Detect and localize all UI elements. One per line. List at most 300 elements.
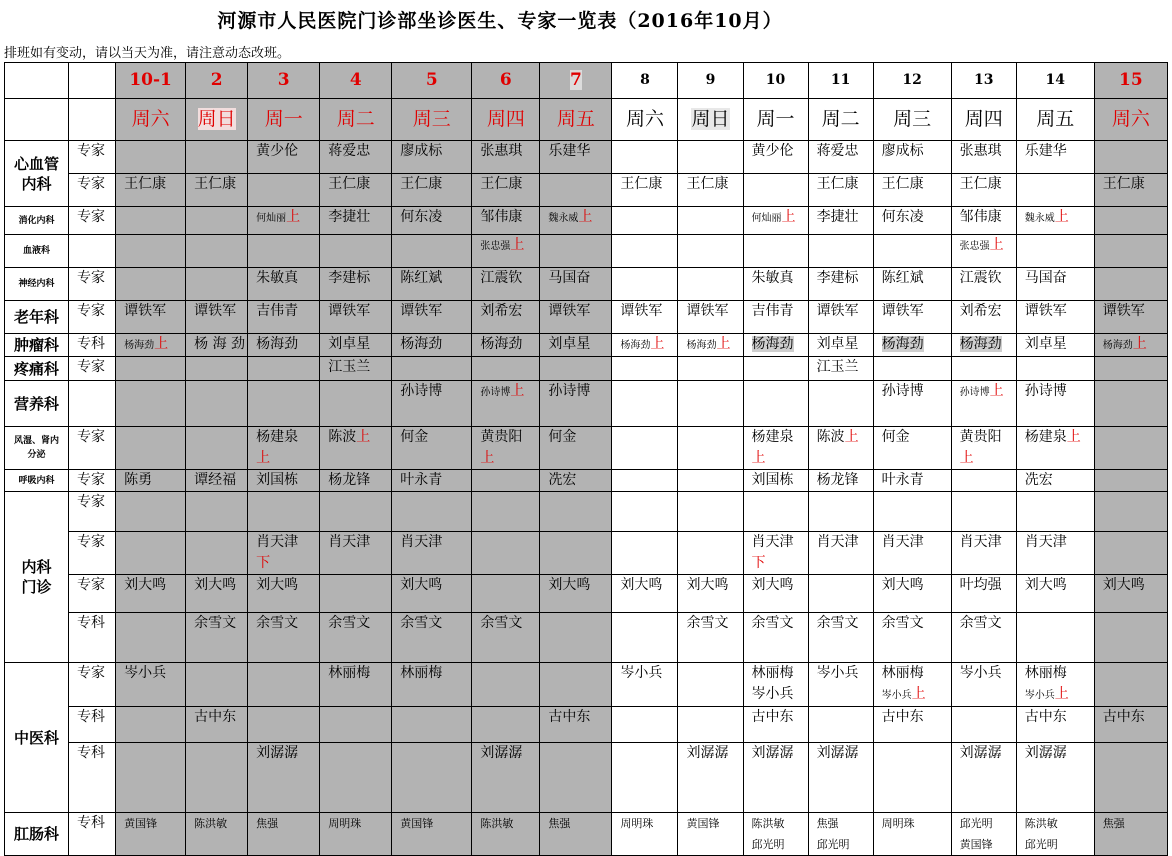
schedule-cell xyxy=(540,268,612,301)
doctor-type-cell: 专家 xyxy=(69,301,116,334)
schedule-cell xyxy=(186,174,248,207)
schedule-cell xyxy=(873,381,951,427)
schedule-cell xyxy=(743,743,808,813)
department-name: 呼吸内科 xyxy=(18,475,55,486)
doctor-name: 邹伟康 xyxy=(959,209,1002,225)
doctor-name: 古中东 xyxy=(881,709,924,725)
weekday-label: 周日 xyxy=(197,108,236,130)
schedule-cell xyxy=(248,492,320,532)
schedule-cell xyxy=(186,301,248,334)
doctor-name: 陈红斌 xyxy=(881,270,924,286)
shift-mark: 上 xyxy=(911,686,926,702)
schedule-cell xyxy=(1094,575,1167,613)
schedule-cell xyxy=(248,334,320,357)
shift-mark: 上 xyxy=(844,429,859,445)
schedule-cell xyxy=(873,663,951,707)
doctor-type-cell: 专家 xyxy=(69,268,116,301)
doctor-name: 江震钦 xyxy=(959,270,1002,286)
doctor-name: 江玉兰 xyxy=(816,359,859,375)
schedule-cell xyxy=(248,663,320,707)
weekday-header-row xyxy=(5,99,1168,141)
department-cell xyxy=(5,427,69,470)
schedule-cell xyxy=(743,381,808,427)
schedule-cell xyxy=(1094,235,1167,268)
schedule-cell xyxy=(472,381,540,427)
doctor-name: 王仁康 xyxy=(400,176,443,192)
weekday-header xyxy=(612,99,678,141)
shift-mark: 上 xyxy=(578,209,593,225)
schedule-cell xyxy=(743,707,808,743)
schedule-cell xyxy=(678,334,743,357)
doctor-name: 马国奋 xyxy=(548,270,591,286)
schedule-cell xyxy=(472,575,540,613)
schedule-cell xyxy=(392,707,472,743)
schedule-cell xyxy=(873,743,951,813)
doctor-name: 刘希宏 xyxy=(480,303,523,319)
schedule-cell xyxy=(1016,613,1094,663)
doctor-name: 刘国栋 xyxy=(751,472,794,488)
weekday-header xyxy=(116,99,186,141)
schedule-cell xyxy=(472,707,540,743)
doctor-name: 岑小兵 xyxy=(751,686,794,702)
doctor-name: 孙诗博 xyxy=(1024,383,1067,399)
weekday-header xyxy=(248,99,320,141)
schedule-cell xyxy=(186,381,248,427)
doctor-type-cell: 专科 xyxy=(69,743,116,813)
schedule-cell xyxy=(873,174,951,207)
doctor-name: 刘大鸣 xyxy=(1102,577,1145,593)
weekday-label: 周六 xyxy=(625,108,664,130)
doctor-name: 余雪文 xyxy=(816,615,859,631)
schedule-cell xyxy=(808,427,873,470)
schedule-cell xyxy=(1094,492,1167,532)
schedule-cell xyxy=(248,301,320,334)
schedule-cell xyxy=(320,174,392,207)
doctor-name: 邱光明 xyxy=(959,817,993,830)
weekday-label: 周三 xyxy=(412,108,451,130)
schedule-cell xyxy=(1094,207,1167,235)
schedule-cell xyxy=(472,470,540,492)
shift-mark: 下 xyxy=(751,555,766,571)
schedule-cell xyxy=(116,268,186,301)
date-header xyxy=(116,63,186,99)
schedule-cell xyxy=(612,427,678,470)
schedule-cell xyxy=(808,707,873,743)
schedule-cell xyxy=(116,301,186,334)
schedule-cell xyxy=(1016,334,1094,357)
schedule-cell xyxy=(612,301,678,334)
schedule-cell xyxy=(248,141,320,174)
schedule-cell xyxy=(186,357,248,381)
doctor-name: 黄国锋 xyxy=(400,817,434,830)
doctor-name: 焦强 xyxy=(256,817,279,830)
schedule-cell xyxy=(1016,141,1094,174)
date-label: 9 xyxy=(705,72,716,88)
schedule-cell xyxy=(472,427,540,470)
date-label: 7 xyxy=(569,69,582,90)
schedule-cell xyxy=(873,613,951,663)
weekday-label: 周五 xyxy=(556,108,595,130)
schedule-cell xyxy=(392,532,472,575)
date-label: 6 xyxy=(499,69,512,90)
schedule-cell xyxy=(116,492,186,532)
doctor-name: 岑小兵 xyxy=(620,665,663,681)
doctor-name: 刘希宏 xyxy=(959,303,1002,319)
department-cell xyxy=(5,357,69,381)
doctor-name: 王仁康 xyxy=(959,176,1002,192)
schedule-cell xyxy=(612,268,678,301)
weekday-header xyxy=(743,99,808,141)
doctor-name: 刘潺潺 xyxy=(1024,745,1067,761)
schedule-cell xyxy=(116,575,186,613)
weekday-label: 周一 xyxy=(756,108,795,130)
department-name: 血液科 xyxy=(23,246,51,256)
schedule-cell xyxy=(743,235,808,268)
doctor-type-cell: 专家 xyxy=(69,174,116,207)
date-label: 15 xyxy=(1119,69,1143,90)
schedule-cell xyxy=(808,207,873,235)
schedule-cell xyxy=(186,334,248,357)
schedule-cell xyxy=(320,707,392,743)
schedule-cell xyxy=(472,141,540,174)
schedule-cell xyxy=(472,301,540,334)
weekday-header xyxy=(808,99,873,141)
doctor-name: 杨建泉 xyxy=(751,429,794,445)
doctor-name: 邱光明 xyxy=(816,838,850,851)
doctor-type-cell: 专家 xyxy=(69,427,116,470)
doctor-name: 余雪文 xyxy=(256,615,299,631)
schedule-cell xyxy=(1094,743,1167,813)
schedule-cell xyxy=(873,707,951,743)
doctor-type-cell: 专家 xyxy=(69,492,116,532)
doctor-name: 王仁康 xyxy=(686,176,729,192)
schedule-cell xyxy=(612,813,678,856)
doctor-name: 杨建泉 xyxy=(1024,429,1067,445)
schedule-cell xyxy=(472,813,540,856)
weekday-label: 周六 xyxy=(131,108,170,130)
schedule-cell xyxy=(951,207,1016,235)
schedule-cell xyxy=(951,663,1016,707)
schedule-cell xyxy=(808,301,873,334)
schedule-cell xyxy=(540,381,612,427)
schedule-cell xyxy=(743,334,808,357)
schedule-cell xyxy=(116,663,186,707)
doctor-name: 马国奋 xyxy=(1024,270,1067,286)
doctor-type-cell: 专科 xyxy=(69,334,116,357)
schedule-cell xyxy=(951,141,1016,174)
shift-mark: 上 xyxy=(959,450,974,466)
schedule-cell xyxy=(186,532,248,575)
schedule-cell xyxy=(743,470,808,492)
schedule-row xyxy=(5,235,1168,268)
schedule-cell xyxy=(743,532,808,575)
doctor-name: 刘大鸣 xyxy=(400,577,443,593)
schedule-cell xyxy=(392,575,472,613)
doctor-name: 刘潺潺 xyxy=(686,745,729,761)
schedule-row xyxy=(5,207,1168,235)
department-name: 营养科 xyxy=(14,394,60,413)
schedule-cell xyxy=(1016,235,1094,268)
schedule-cell xyxy=(248,743,320,813)
doctor-name: 古中东 xyxy=(751,709,794,725)
schedule-cell xyxy=(1016,174,1094,207)
date-header xyxy=(1016,63,1094,99)
doctor-name: 岑小兵 xyxy=(881,690,912,701)
doctor-name: 蒋爱忠 xyxy=(816,143,859,159)
department-cell xyxy=(5,492,69,663)
schedule-row xyxy=(5,575,1168,613)
doctor-name: 谭铁军 xyxy=(881,303,924,319)
schedule-cell xyxy=(743,813,808,856)
schedule-cell xyxy=(612,207,678,235)
doctor-name: 谭经福 xyxy=(194,472,237,488)
schedule-row xyxy=(5,334,1168,357)
doctor-name: 何灿丽 xyxy=(256,213,287,224)
date-label: 14 xyxy=(1045,72,1065,88)
shift-mark: 上 xyxy=(356,429,371,445)
weekday-label: 周六 xyxy=(1111,108,1150,130)
department-name: 门诊 xyxy=(21,578,52,596)
schedule-cell xyxy=(1094,381,1167,427)
schedule-cell xyxy=(951,743,1016,813)
schedule-cell xyxy=(186,141,248,174)
schedule-row xyxy=(5,492,1168,532)
corner-cell xyxy=(69,63,116,99)
schedule-cell xyxy=(743,301,808,334)
schedule-cell xyxy=(540,492,612,532)
schedule-cell xyxy=(320,141,392,174)
schedule-cell xyxy=(1016,207,1094,235)
doctor-name: 朱敏真 xyxy=(256,270,299,286)
schedule-cell xyxy=(540,813,612,856)
schedule-cell xyxy=(808,235,873,268)
doctor-name: 刘大鸣 xyxy=(256,577,299,593)
doctor-type-cell: 专家 xyxy=(69,470,116,492)
schedule-cell xyxy=(392,174,472,207)
weekday-label: 周五 xyxy=(1036,108,1075,130)
doctor-name: 杨海劲 xyxy=(959,336,1002,352)
doctor-name: 余雪文 xyxy=(400,615,443,631)
schedule-cell xyxy=(472,613,540,663)
schedule-cell xyxy=(612,470,678,492)
doctor-name: 孙诗博 xyxy=(400,383,443,399)
schedule-cell xyxy=(540,532,612,575)
date-header xyxy=(392,63,472,99)
schedule-cell xyxy=(808,141,873,174)
schedule-cell xyxy=(1094,427,1167,470)
date-label: 8 xyxy=(640,72,650,88)
schedule-cell xyxy=(808,575,873,613)
doctor-name: 王仁康 xyxy=(480,176,523,192)
schedule-cell xyxy=(1016,743,1094,813)
schedule-cell xyxy=(951,492,1016,532)
schedule-row xyxy=(5,663,1168,707)
schedule-cell xyxy=(320,357,392,381)
corner-cell xyxy=(69,99,116,141)
schedule-cell xyxy=(873,207,951,235)
corner-cell xyxy=(5,63,69,99)
schedule-cell xyxy=(392,663,472,707)
date-label: 10-1 xyxy=(129,69,172,90)
schedule-cell xyxy=(186,743,248,813)
schedule-cell xyxy=(320,235,392,268)
schedule-cell xyxy=(392,813,472,856)
schedule-cell xyxy=(951,707,1016,743)
weekday-label: 周四 xyxy=(964,108,1003,130)
schedule-cell xyxy=(116,235,186,268)
doctor-name: 谭铁军 xyxy=(194,303,237,319)
doctor-name: 谭铁军 xyxy=(124,303,167,319)
schedule-cell xyxy=(392,334,472,357)
schedule-cell xyxy=(472,174,540,207)
schedule-cell xyxy=(951,301,1016,334)
date-header xyxy=(248,63,320,99)
schedule-cell xyxy=(743,613,808,663)
schedule-cell xyxy=(678,707,743,743)
schedule-cell xyxy=(1016,575,1094,613)
schedule-cell xyxy=(248,532,320,575)
doctor-name: 林丽梅 xyxy=(1024,665,1067,681)
weekday-header xyxy=(472,99,540,141)
schedule-cell xyxy=(678,613,743,663)
schedule-cell xyxy=(808,492,873,532)
schedule-cell xyxy=(1016,268,1094,301)
department-cell xyxy=(5,235,69,268)
schedule-cell xyxy=(116,381,186,427)
doctor-name: 黄国锋 xyxy=(686,817,720,830)
doctor-name: 廖成标 xyxy=(881,143,924,159)
doctor-name: 陈洪敏 xyxy=(751,817,785,830)
department-name: 消化内科 xyxy=(18,215,55,226)
weekday-header xyxy=(1094,99,1167,141)
schedule-cell xyxy=(612,357,678,381)
doctor-type-cell: 专家 xyxy=(69,663,116,707)
schedule-cell xyxy=(392,357,472,381)
doctor-name: 张惠琪 xyxy=(959,143,1002,159)
doctor-name: 黄国锋 xyxy=(959,838,993,851)
schedule-cell xyxy=(320,743,392,813)
schedule-cell xyxy=(320,613,392,663)
schedule-cell xyxy=(678,235,743,268)
doctor-type-cell xyxy=(69,381,116,427)
date-label: 13 xyxy=(973,72,994,88)
doctor-name: 蒋爱忠 xyxy=(328,143,371,159)
shift-mark: 上 xyxy=(286,209,301,225)
shift-mark: 上 xyxy=(480,450,495,466)
doctor-name: 李建标 xyxy=(328,270,371,286)
schedule-cell xyxy=(743,575,808,613)
schedule-cell xyxy=(1016,427,1094,470)
doctor-name: 刘大鸣 xyxy=(751,577,794,593)
schedule-cell xyxy=(873,235,951,268)
schedule-cell xyxy=(873,575,951,613)
doctor-type-cell: 专家 xyxy=(69,575,116,613)
schedule-cell xyxy=(1094,301,1167,334)
schedule-cell xyxy=(248,707,320,743)
schedule-cell xyxy=(186,813,248,856)
schedule-cell xyxy=(873,268,951,301)
doctor-type-cell: 专科 xyxy=(69,813,116,856)
schedule-cell xyxy=(472,268,540,301)
shift-mark: 上 xyxy=(1132,336,1147,352)
schedule-cell xyxy=(116,707,186,743)
doctor-name: 冼宏 xyxy=(1024,472,1053,488)
doctor-name: 林丽梅 xyxy=(881,665,924,681)
doctor-name: 肖天津 xyxy=(881,534,924,550)
weekday-label: 周四 xyxy=(486,108,525,130)
doctor-name: 肖天津 xyxy=(328,534,371,550)
doctor-name: 何东凌 xyxy=(400,209,443,225)
doctor-name: 叶永青 xyxy=(400,472,443,488)
doctor-name: 刘大鸣 xyxy=(194,577,237,593)
schedule-cell xyxy=(951,357,1016,381)
department-name: 分泌 xyxy=(27,450,46,460)
schedule-cell xyxy=(1016,707,1094,743)
schedule-cell xyxy=(873,301,951,334)
doctor-name: 黄少伦 xyxy=(256,143,299,159)
date-header-row xyxy=(5,63,1168,99)
weekday-header xyxy=(1016,99,1094,141)
schedule-row xyxy=(5,613,1168,663)
schedule-cell xyxy=(320,268,392,301)
doctor-type-cell: 专科 xyxy=(69,613,116,663)
doctor-name: 张忠强 xyxy=(959,241,990,252)
schedule-cell xyxy=(743,141,808,174)
doctor-name: 陈波 xyxy=(328,429,357,445)
doctor-name: 张惠琪 xyxy=(480,143,523,159)
doctor-name: 刘大鸣 xyxy=(881,577,924,593)
schedule-cell xyxy=(678,470,743,492)
schedule-cell xyxy=(678,174,743,207)
doctor-name: 孙诗博 xyxy=(548,383,591,399)
doctor-name: 周明珠 xyxy=(620,817,654,830)
schedule-cell xyxy=(1094,470,1167,492)
schedule-cell xyxy=(951,613,1016,663)
doctor-name: 李捷壮 xyxy=(328,209,371,225)
doctor-name: 谭铁军 xyxy=(1024,303,1067,319)
schedule-cell xyxy=(1094,268,1167,301)
schedule-cell xyxy=(678,427,743,470)
doctor-name: 刘大鸣 xyxy=(548,577,591,593)
weekday-header xyxy=(951,99,1016,141)
doctor-name: 孙诗博 xyxy=(959,387,990,398)
doctor-type-cell xyxy=(69,235,116,268)
schedule-cell xyxy=(248,427,320,470)
schedule-cell xyxy=(678,381,743,427)
doctor-name: 杨海劲 xyxy=(686,340,717,351)
schedule-cell xyxy=(612,381,678,427)
schedule-cell xyxy=(186,235,248,268)
doctor-name: 王仁康 xyxy=(816,176,859,192)
date-label: 4 xyxy=(349,69,362,90)
doctor-name: 杨海劲 xyxy=(124,340,155,351)
schedule-cell xyxy=(1016,532,1094,575)
schedule-cell xyxy=(678,207,743,235)
doctor-name: 乐建华 xyxy=(548,143,591,159)
doctor-name: 黄贵阳 xyxy=(959,429,1002,445)
doctor-name: 刘潺潺 xyxy=(480,745,523,761)
doctor-name: 焦强 xyxy=(548,817,571,830)
doctor-name: 刘卓星 xyxy=(328,336,371,352)
date-header xyxy=(743,63,808,99)
doctor-name: 古中东 xyxy=(1102,709,1145,725)
schedule-cell xyxy=(873,141,951,174)
schedule-cell xyxy=(951,334,1016,357)
doctor-name: 刘国栋 xyxy=(256,472,299,488)
doctor-name: 杨海劲 xyxy=(620,340,651,351)
schedule-cell xyxy=(186,492,248,532)
schedule-cell xyxy=(951,381,1016,427)
